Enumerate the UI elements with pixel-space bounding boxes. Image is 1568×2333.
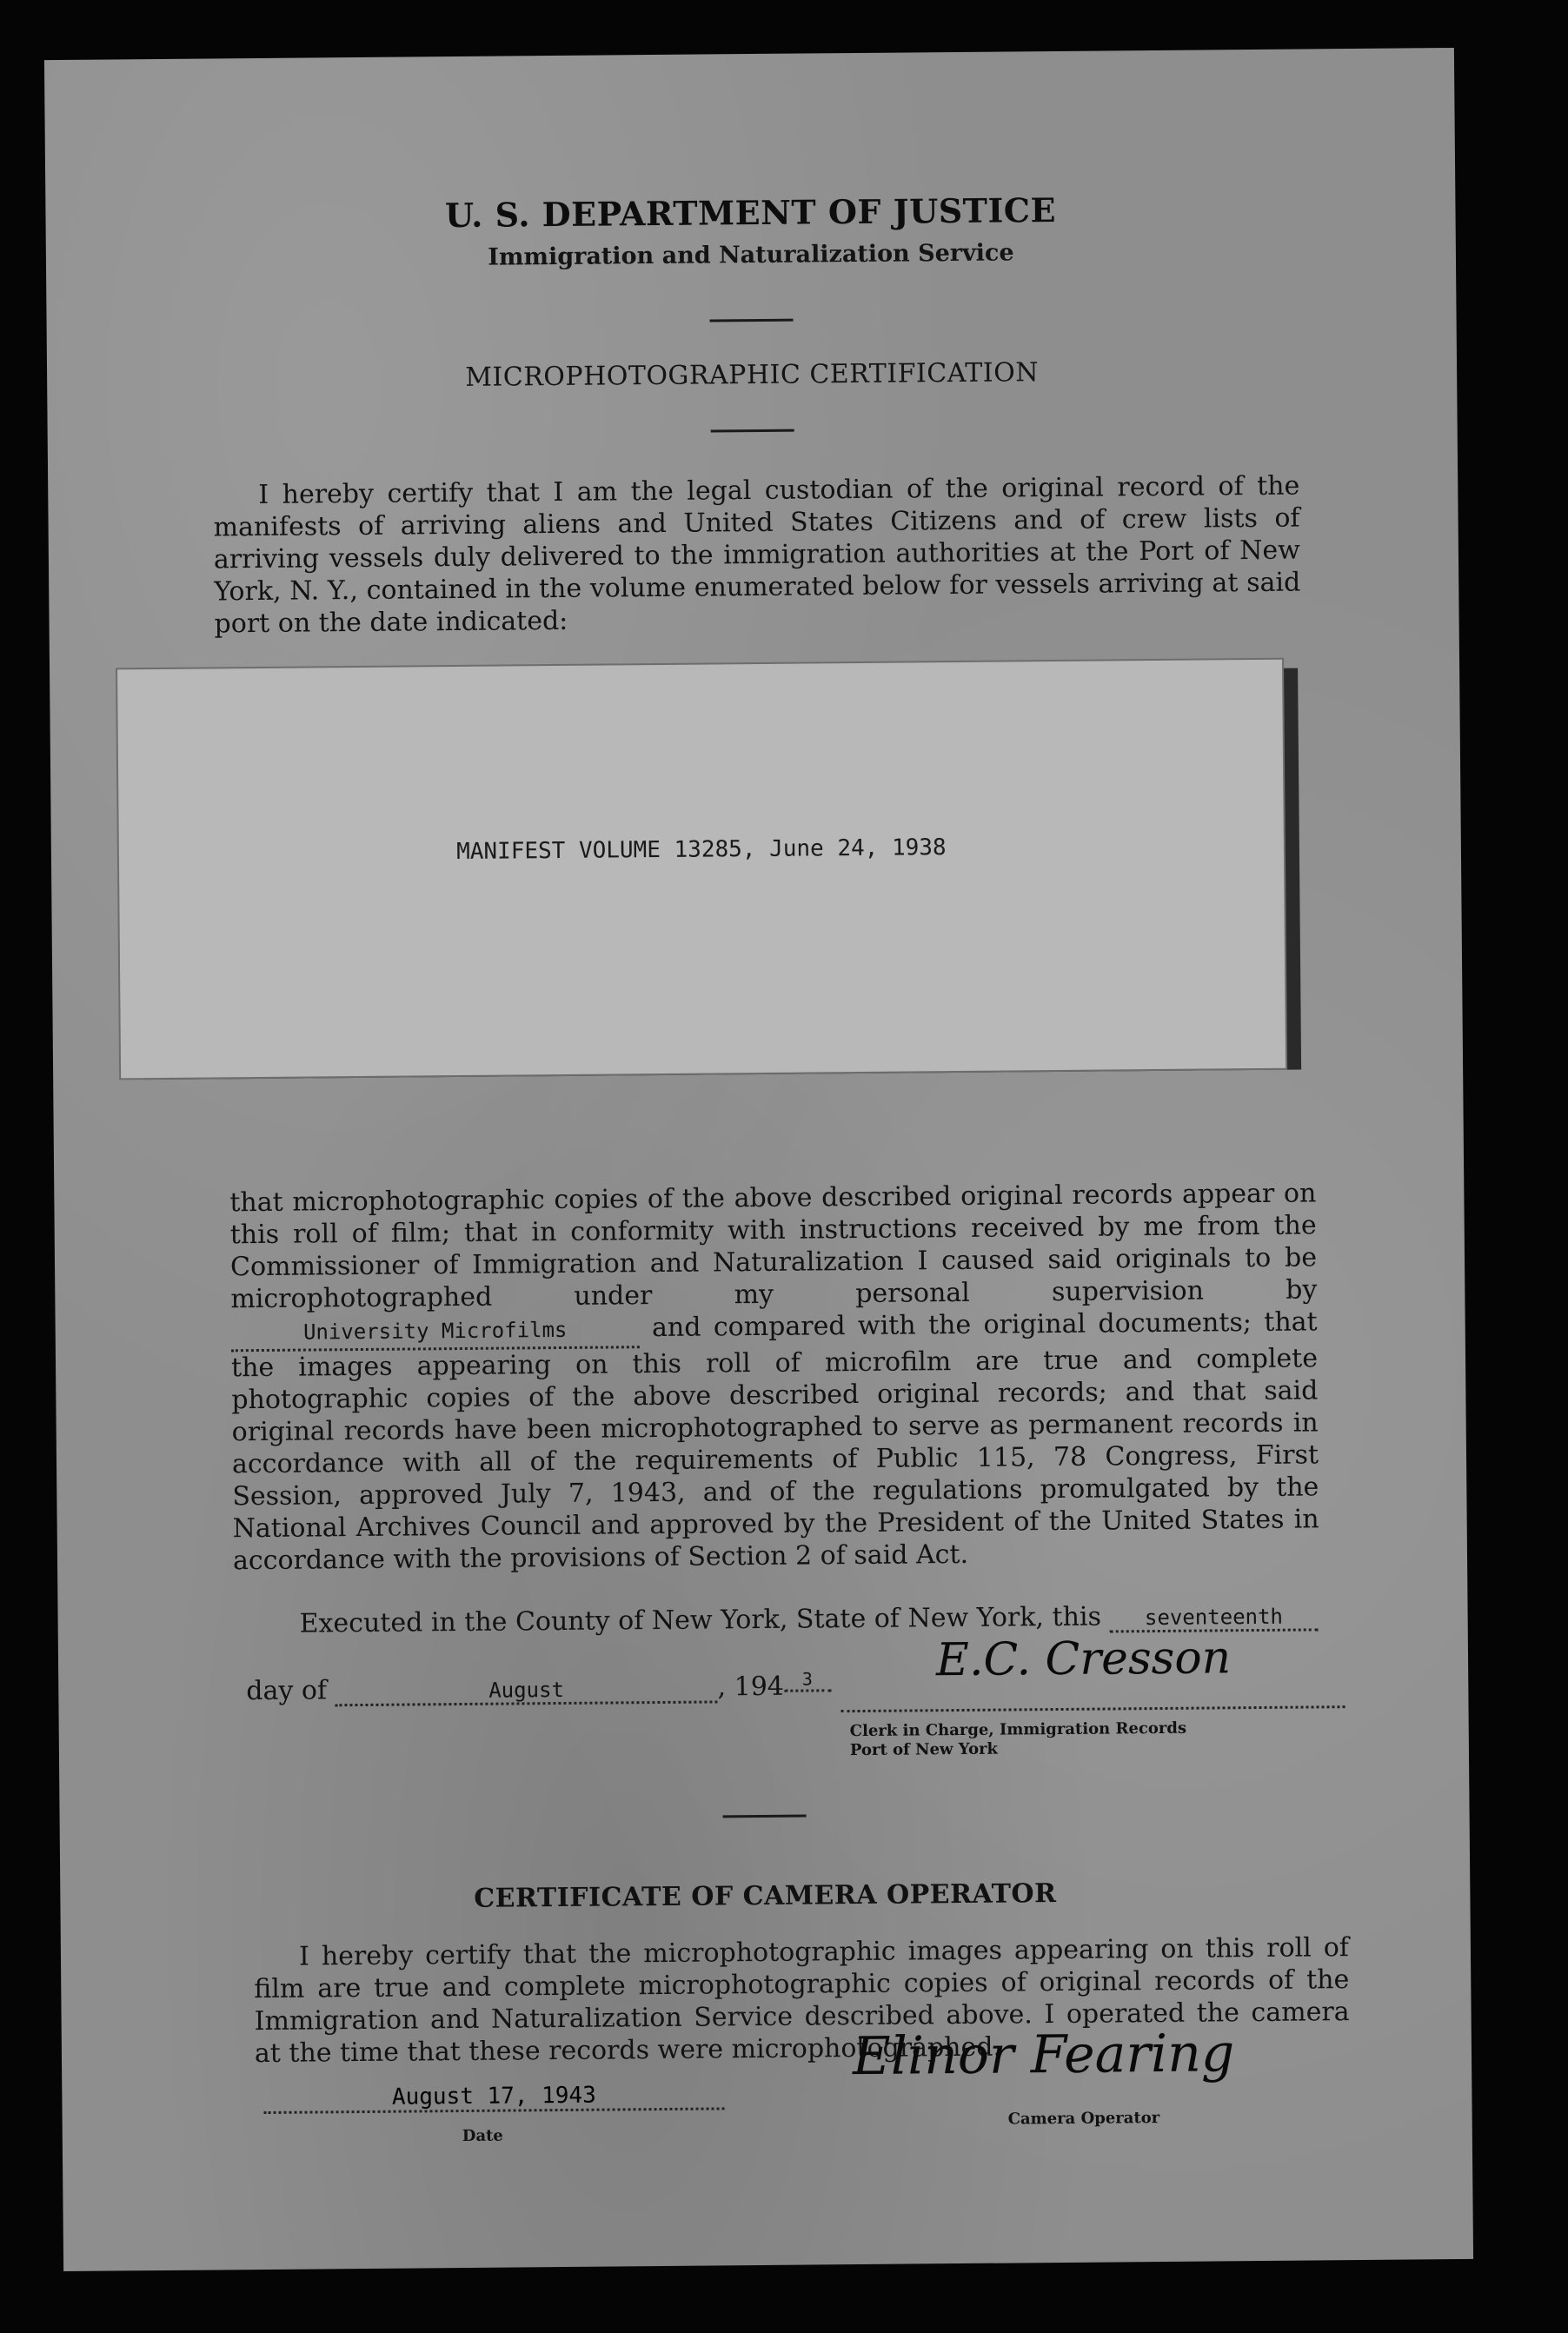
year-digit-field: 3 — [784, 1668, 831, 1692]
date-line: day of August , 194 3 — [246, 1668, 889, 1707]
clerk-title-line2: Port of New York — [849, 1739, 999, 1760]
divider — [710, 319, 794, 322]
operator-signature: Elinor Fearing — [852, 2023, 1235, 2088]
camera-certificate-text: I hereby certify that the microphotographic images appearing on this roll of film are true and complete microphotographic copies of original records of the Immigration and Naturalization Service described above. I operated the camera at the time that these records were microphotographed. — [254, 1932, 1350, 2070]
clerk-signature: E.C. Cresson — [935, 1632, 1232, 1687]
camera-operator-label: Camera Operator — [1007, 2109, 1160, 2129]
year-prefix: 194 — [734, 1671, 785, 1703]
divider — [723, 1815, 807, 1818]
camera-certificate-title: CERTIFICATE OF CAMERA OPERATOR — [474, 1878, 1057, 1914]
certification-body — [229, 1177, 1319, 1577]
clerk-title — [850, 1719, 1187, 1760]
certification-body-part2: and compared with the original documents; that the images appearing on this roll of microfilm are true and complete photographic copies of the above described original records; and that said original records have been microphotographed to serve as permanent records in accordance with all of the requirements of Public 115, 78 Congress, First Session, approved July 7, 1943, and of the regulations promulgated by the National Archives Council and approved by the President of the United States in accordance with the provisions of Section 2 of said Act. — [230, 1306, 1319, 1577]
month-field: August — [335, 1676, 717, 1706]
microfilmer-field: University Microfilms — [231, 1313, 640, 1352]
service-subtitle: Immigration and Naturalization Service — [488, 239, 1014, 271]
form-title: MICROPHOTOGRAPHIC CERTIFICATION — [465, 357, 1040, 393]
manifest-volume-text: MANIFEST VOLUME 13285, June 24, 1938 — [456, 834, 947, 866]
clerk-title-line1: Clerk in Charge, Immigration Records — [849, 1718, 1187, 1741]
department-title: U. S. DEPARTMENT OF JUSTICE — [444, 189, 1057, 236]
camera-date-label: Date — [462, 2126, 503, 2146]
executed-day-field: seventeenth — [1109, 1604, 1318, 1632]
certificate-page — [44, 48, 1473, 2271]
day-of-label: day of — [246, 1675, 328, 1707]
camera-date-field: August 17, 1943 — [263, 2081, 724, 2114]
certification-body-part1: that microphotographic copies of the above described original records appear on this roll of film; that in conformity with instructions received by me from the Commissioner of Immigration and Naturalization I caused said originals to be microphotographed under my personal supervision by — [229, 1178, 1318, 1315]
certification-intro: I hereby certify that I am the legal custodian of the original record of the manifests of arriving aliens and United States Citizens and of crew lists of arriving vessels duly delivered to the immigration authorities at the Port of New York, N. Y., contained in the volume enumerated below for vessels arriving at said port on the date indicated: — [213, 470, 1301, 640]
divider — [711, 429, 794, 433]
clerk-signature-line — [841, 1705, 1345, 1712]
executed-prefix: Executed in the County of New York, State of New York, this — [299, 1601, 1102, 1639]
volume-slip — [117, 660, 1286, 1079]
